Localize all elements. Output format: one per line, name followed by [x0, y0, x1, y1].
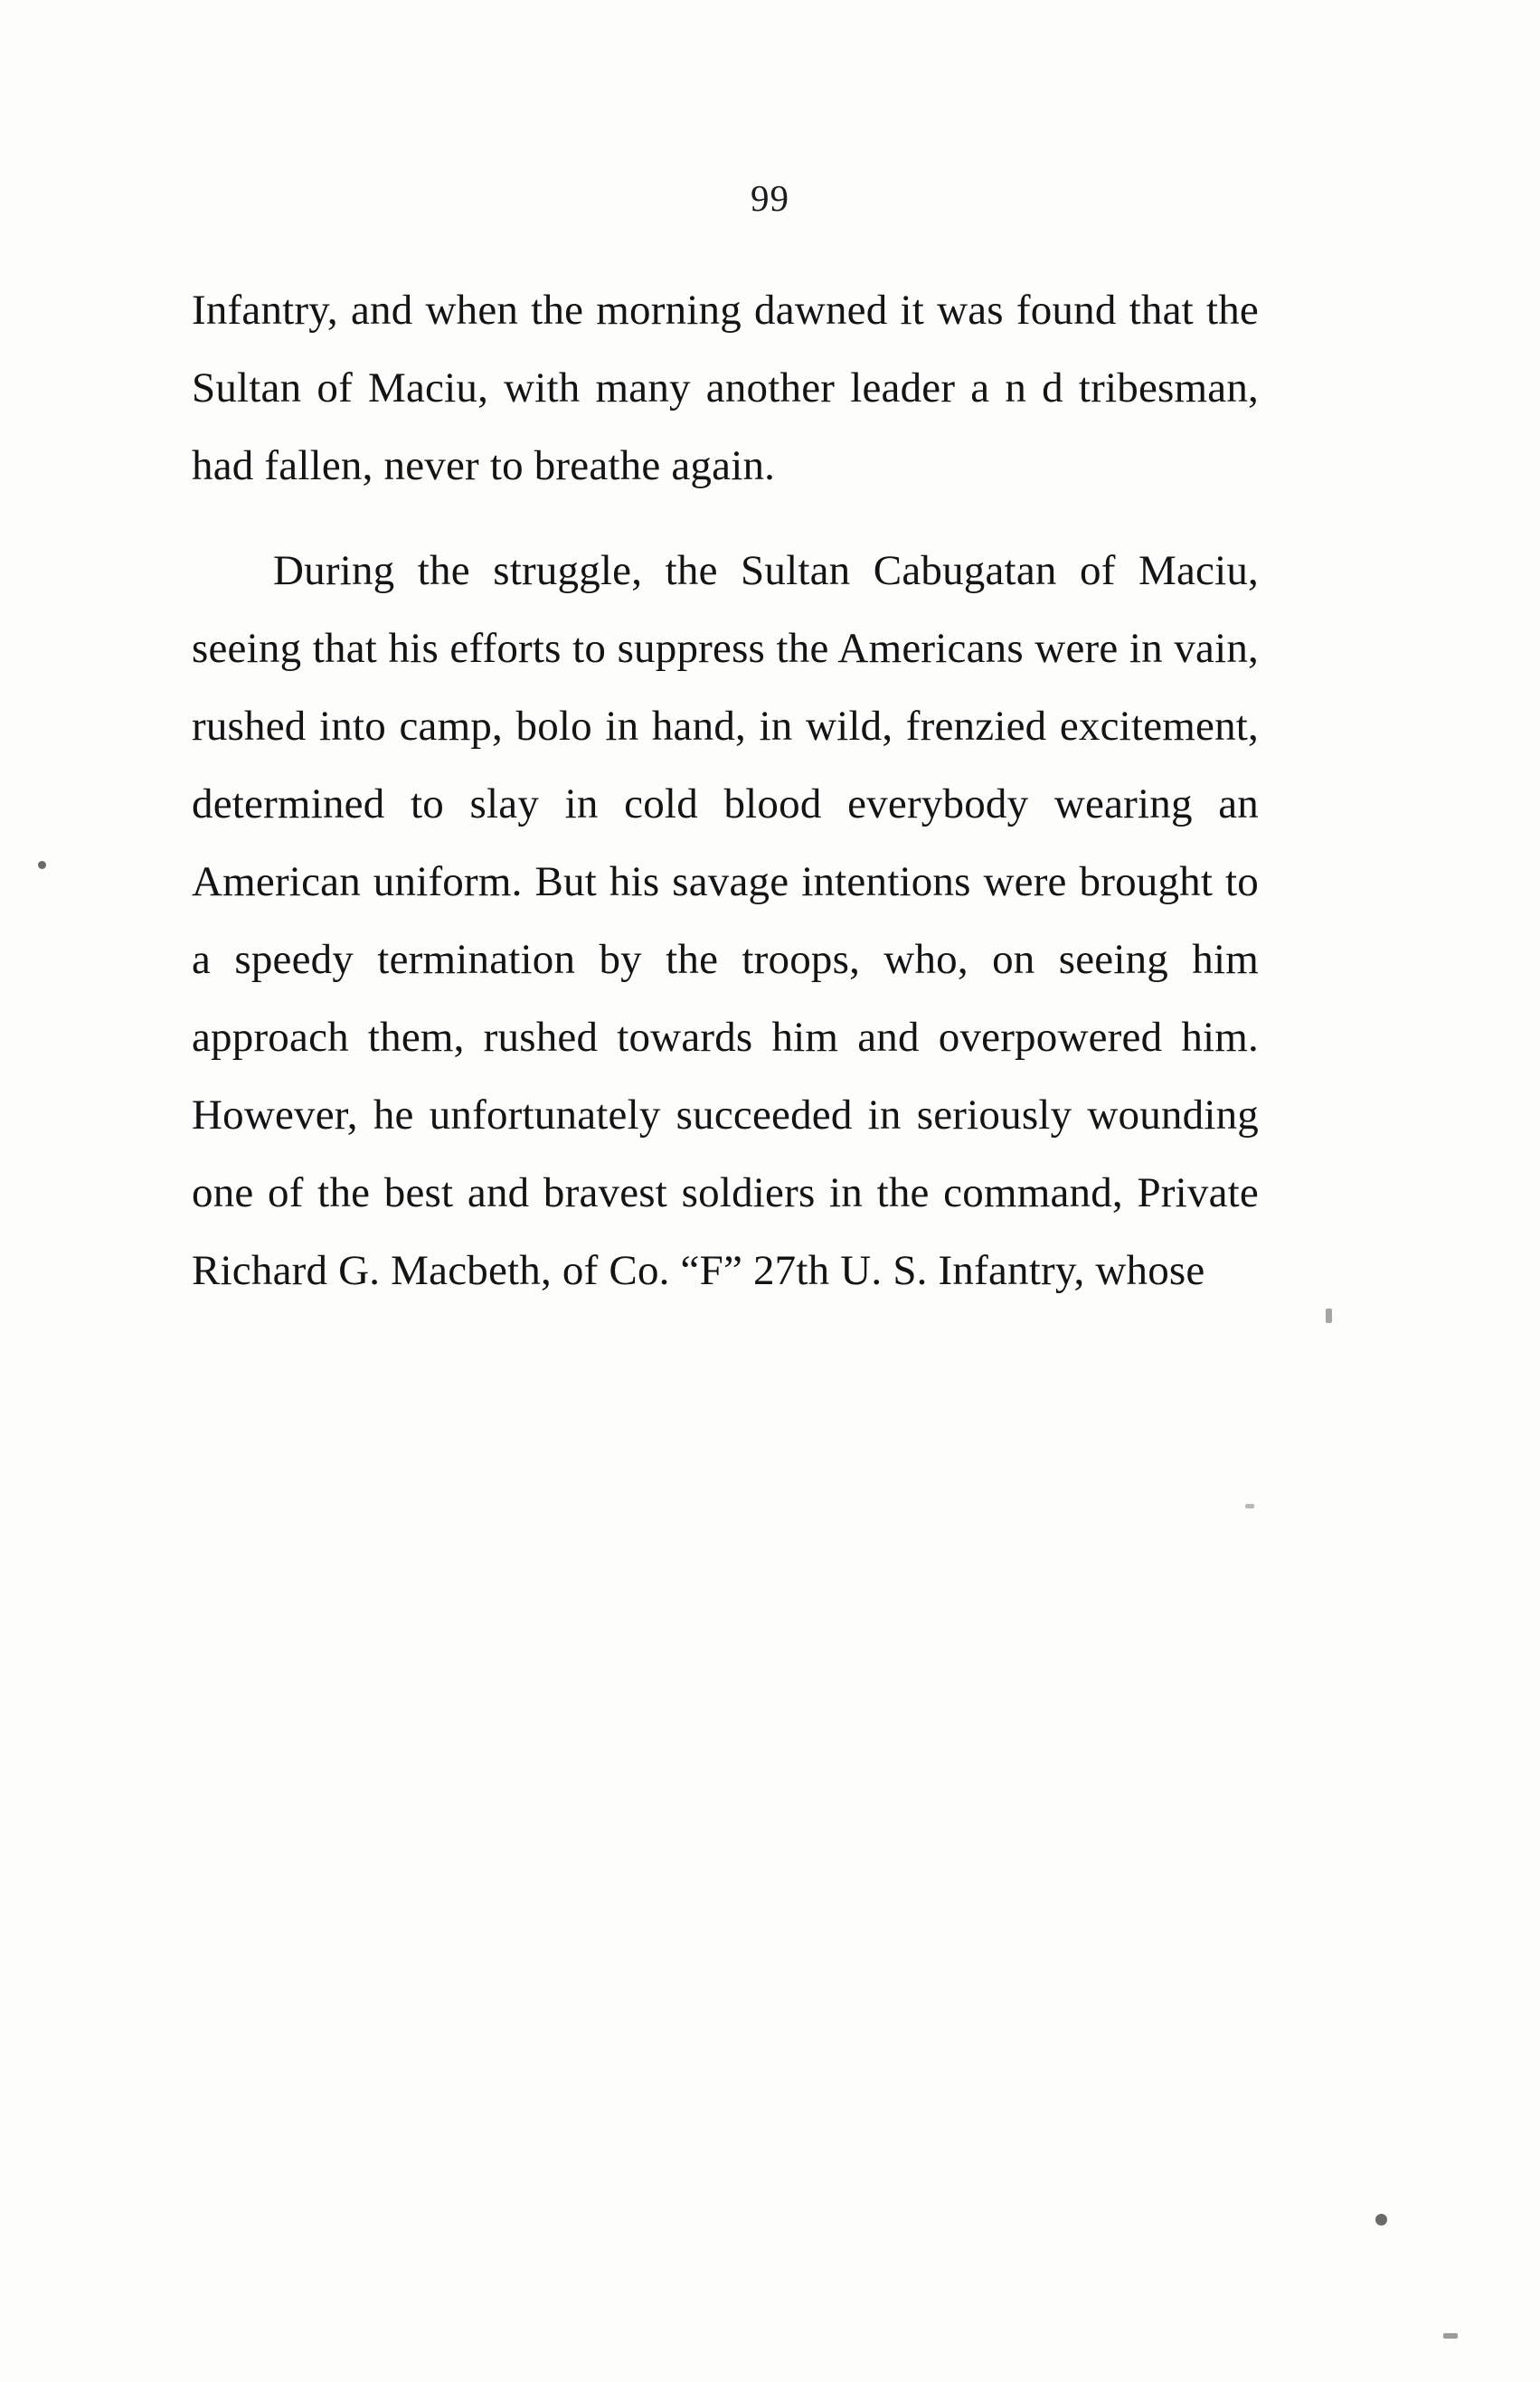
- body-text: [192, 271, 1259, 1309]
- scan-speck: [1443, 2333, 1458, 2339]
- paragraph: During the struggle, the Sultan Cabugatan of Maciu, seeing that his efforts to suppress the Americans were in vain, rushed into camp, bolo in hand, in wild, frenzied excitement, determined to slay in cold blood everybody wearing an American uniform. But his savage intentions were brought to a speedy termination by the troops, who, on seeing him approach them, rushed towards him and overpowered him. However, he unfortunately succeeded in seriously wounding one of the best and bravest soldiers in the command, Private Richard G. Macbeth, of Co. “F” 27th U. S. Infantry, whose: [192, 547, 1259, 1294]
- paragraph: Infantry, and when the morning dawned it was found that the Sultan of Maciu, with many another leader a n d tribesman, had fallen, never to breathe again.: [192, 287, 1259, 489]
- scan-speck: [1326, 1309, 1332, 1323]
- scan-speck: [1245, 1504, 1254, 1508]
- scan-speck: [38, 861, 46, 869]
- scan-speck: [1375, 2214, 1387, 2226]
- page-number: 99: [751, 177, 789, 219]
